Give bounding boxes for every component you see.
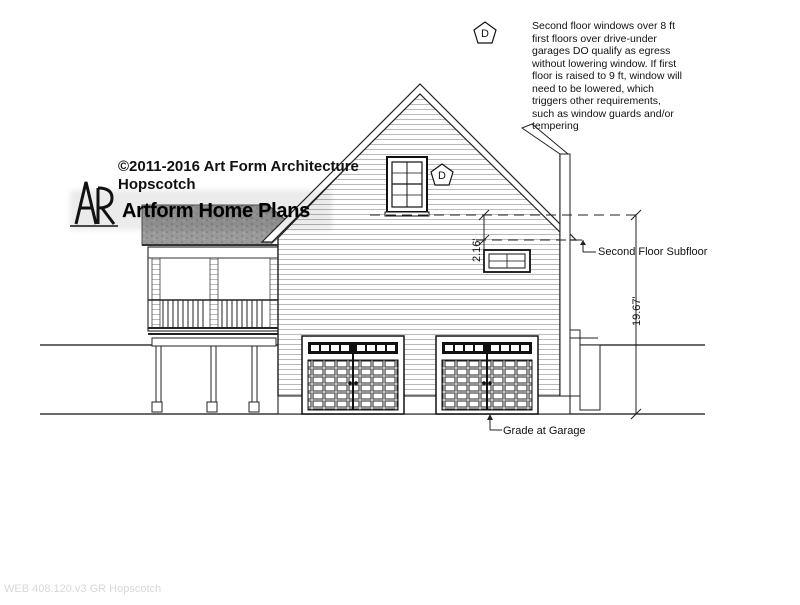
garage-door-left [302,336,404,414]
design-note: Second floor windows over 8 ft first floors over drive-under garages DO qualify as egress without lowering window. If first floor is raised to 9 ft, window will need to be lowered, which triggers other requirements, such as window guards and/or tempering [532,20,682,132]
brand-logo [60,176,335,234]
dimension-small-text: 2.16' [471,238,483,262]
top-tag-label: D [481,28,489,40]
logo-mark-icon [68,180,120,228]
small-window [484,250,530,272]
copyright-text: ©2011-2016 Art Form Architecture Hopscotch [118,158,359,193]
porch [148,247,278,412]
footer-reference: WEB 408.120.v3 GR Hopscotch [4,583,162,595]
grade-label: Grade at Garage [503,425,586,437]
top-tag [474,22,496,43]
window-tag-label: D [438,170,446,182]
logo-text: Artform Home Plans [122,200,310,222]
gable-window [385,157,429,216]
dimension-large-text: 19.67' [631,296,643,326]
garage-door-right [436,336,538,414]
subfloor-label: Second Floor Subfloor [598,246,708,258]
